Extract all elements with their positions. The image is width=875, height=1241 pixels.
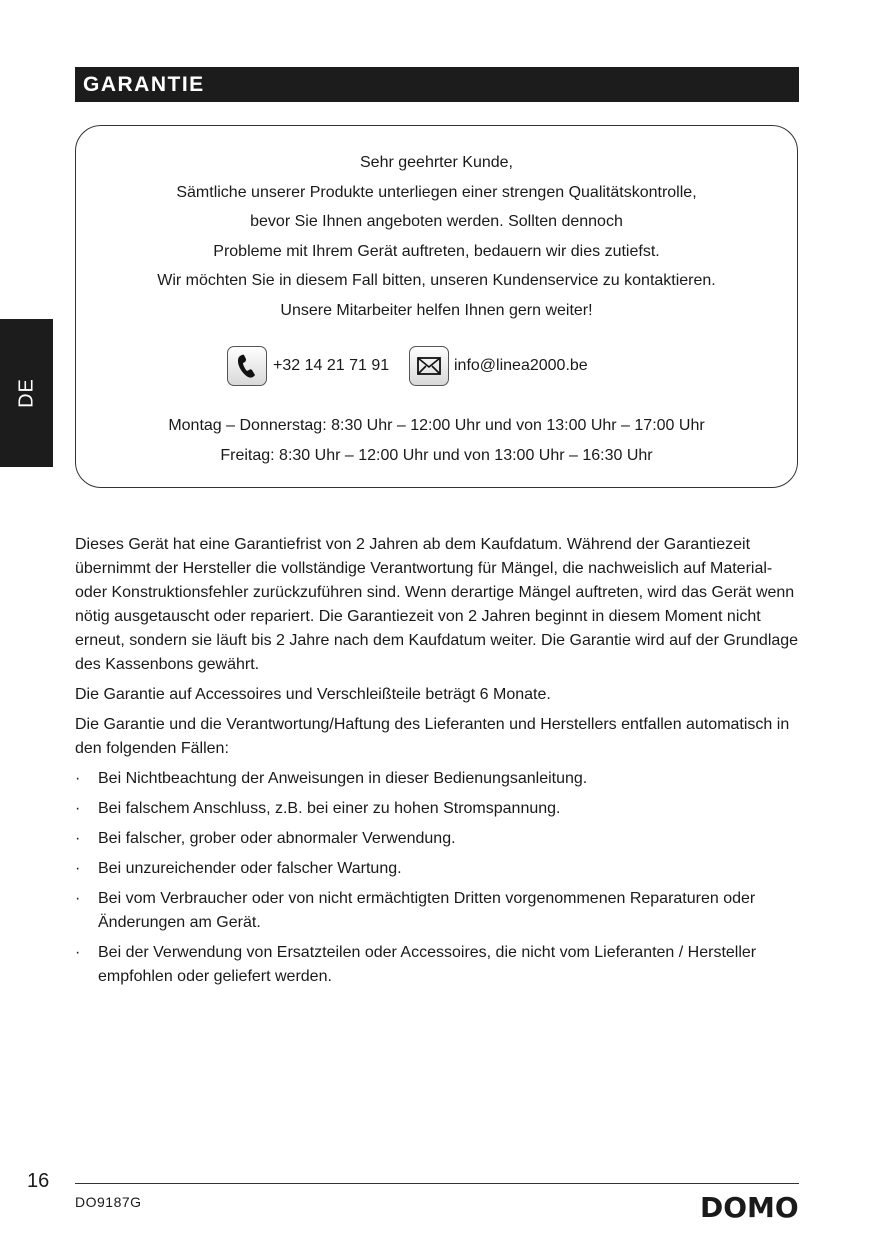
mail-icon [409, 346, 449, 386]
exclusions-intro: Die Garantie und die Verantwortung/Haftung des Lieferanten und Herstellers entfallen automatisch in den folgenden Fällen: [75, 716, 790, 757]
exclusions-list [75, 767, 805, 989]
phone-number: +32 14 21 71 91 [273, 357, 390, 374]
warranty-paragraph: Dieses Gerät hat eine Garantiefrist von 2 Jahren ab dem Kaufdatum. Während der Garantiezeit übernimmt der Hersteller die vollständige Verantwortung für Mängel, die nachweislich auf Material- oder Konstruktionsfehler zurückzuführen sind. Wenn derartige Mängel auftreten, wird das Gerät wenn nötig ausgetauscht oder repariert. Die Garantiezeit von 2 Jahren beginnt in diesem Moment nicht erneut, sondern sie läuft bis 2 Jahre nach dem Kaufdatum weiter. Die Garantie wird auf der Grundlage des Kassenbons gewährt. [75, 536, 799, 673]
greeting-line: Sämtliche unserer Produkte unterliegen einer strengen Qualitätskontrolle, [176, 183, 697, 201]
list-item: · Bei vom Verbraucher oder von nicht ermächtigten Dritten vorgenommenen Reparaturen oder Änderungen am Gerät. [75, 887, 805, 935]
email-address: info@linea2000.be [454, 357, 588, 374]
greeting-line: Unsere Mitarbeiter helfen Ihnen gern weiter! [280, 301, 593, 319]
list-item: · Bei falscher, grober oder abnormaler Verwendung. [75, 827, 805, 851]
greeting-line: bevor Sie Ihnen angeboten werden. Sollten dennoch [250, 213, 623, 230]
section-header [75, 67, 799, 102]
list-item: · Bei der Verwendung von Ersatzteilen oder Accessoires, die nicht vom Lieferanten / Hersteller empfohlen oder geliefert werden. [75, 941, 805, 989]
greeting-line: Sehr geehrter Kunde, [360, 154, 513, 171]
hours-line: Freitag: 8:30 Uhr – 12:00 Uhr und von 13:00 Uhr – 16:30 Uhr [220, 446, 653, 464]
brand-logo: DOMO [700, 1191, 799, 1224]
warranty-body [75, 533, 805, 995]
list-item: · Bei unzureichender oder falscher Wartung. [75, 857, 805, 881]
footer-divider [75, 1183, 799, 1184]
model-number: DO9187G [75, 1194, 142, 1210]
section-title: GARANTIE [83, 73, 205, 96]
page-number: 16 [27, 1170, 50, 1192]
greeting-line: Probleme mit Ihrem Gerät auftreten, bedauern wir dies zutiefst. [213, 242, 660, 260]
list-item: · Bei Nichtbeachtung der Anweisungen in dieser Bedienungsanleitung. [75, 767, 805, 791]
phone-icon [227, 346, 267, 386]
hours-line: Montag – Donnerstag: 8:30 Uhr – 12:00 Uhr und von 13:00 Uhr – 17:00 Uhr [168, 417, 705, 434]
greeting-line: Wir möchten Sie in diesem Fall bitten, unseren Kundenservice zu kontaktieren. [157, 272, 716, 289]
greeting-text [76, 148, 797, 325]
opening-hours [76, 411, 797, 470]
customer-service-box [75, 125, 798, 488]
contact-row [76, 346, 797, 388]
accessories-paragraph: Die Garantie auf Accessoires und Verschleißteile beträgt 6 Monate. [75, 686, 551, 703]
language-tab [0, 319, 53, 467]
list-item: · Bei falschem Anschluss, z.B. bei einer zu hohen Stromspannung. [75, 797, 805, 821]
language-label: DE [15, 378, 37, 408]
